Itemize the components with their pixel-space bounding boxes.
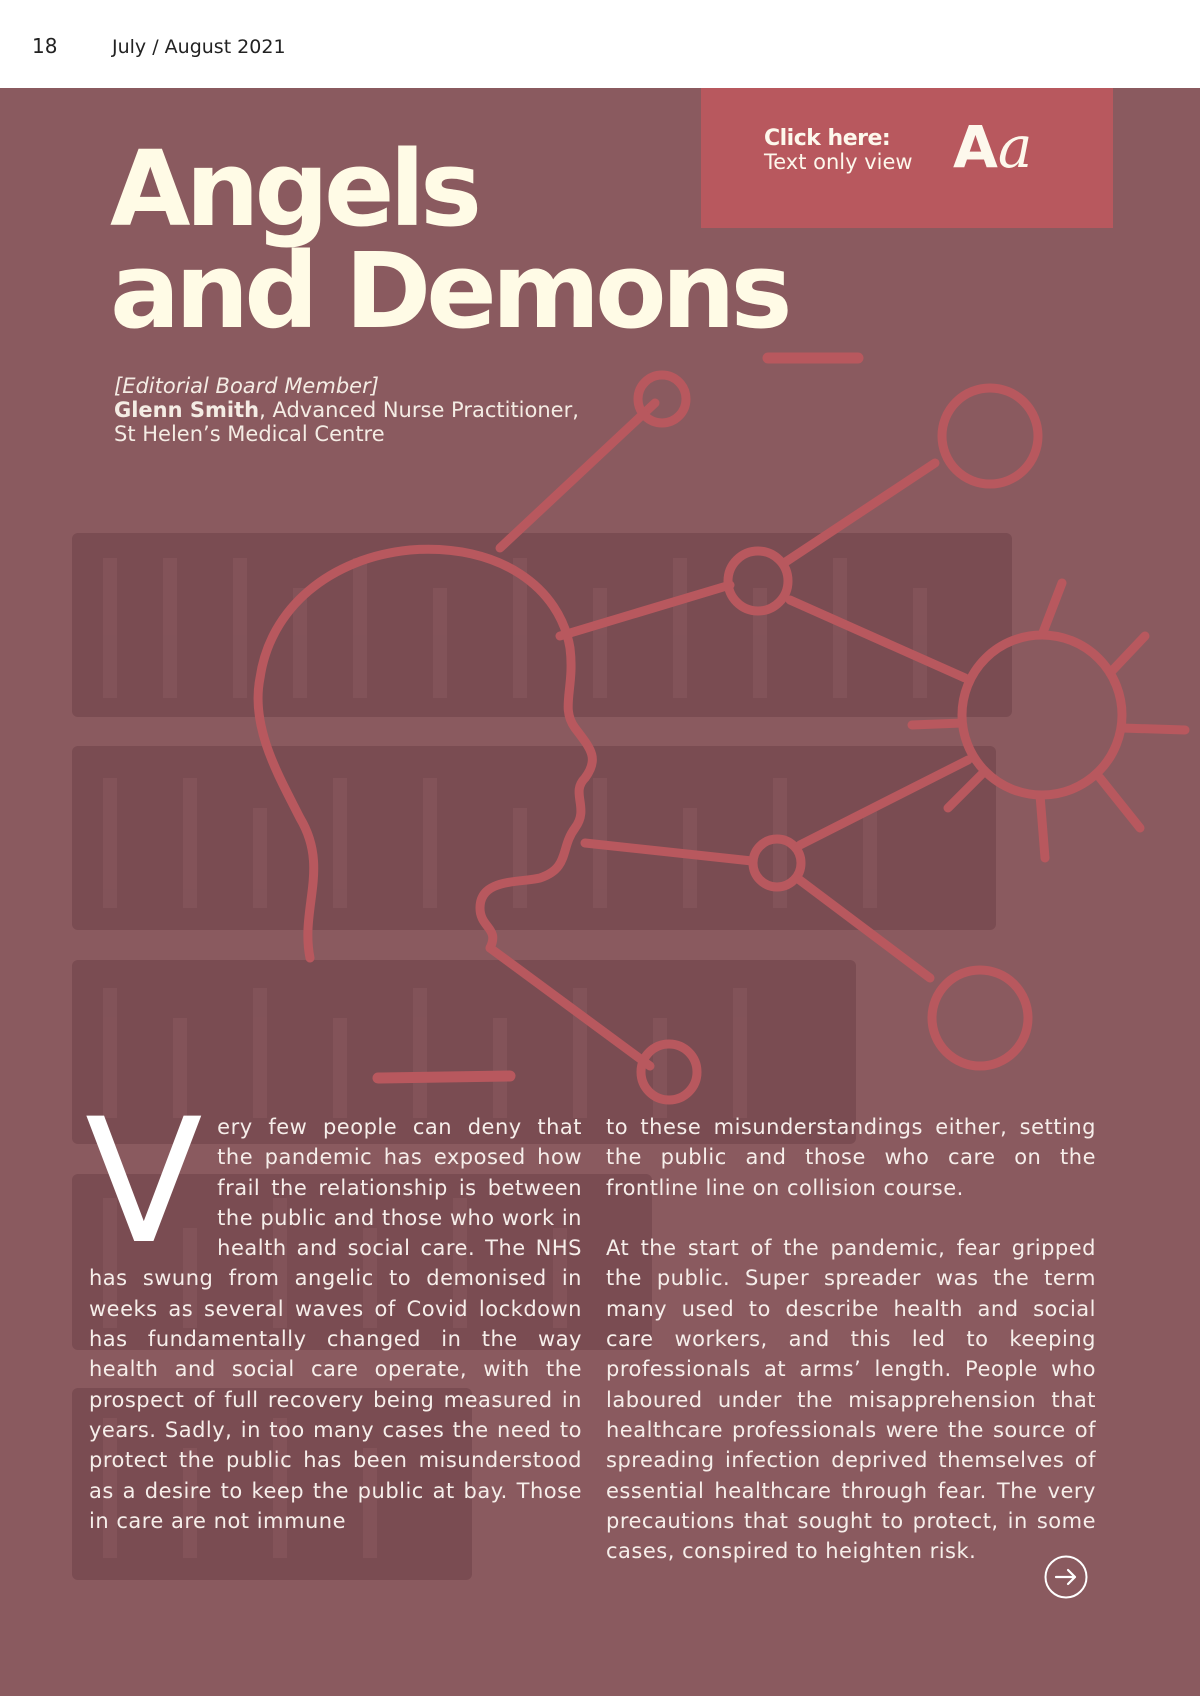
page-number: 18 xyxy=(32,34,58,58)
article-panel xyxy=(0,88,1200,1696)
paragraph-1 xyxy=(85,1081,582,1536)
text-only-view-label: Text only view xyxy=(764,150,913,174)
article-column-right xyxy=(606,1112,1096,1566)
page-header xyxy=(0,0,1200,88)
paragraph-1-text: ery few people can deny that the pandemic has exposed how frail the relationship is between the public and those who work in health and social care. The NHS has swung from angelic to demonised in weeks as several waves of Covid lockdown has fundamentally changed in the way health and social care operate, with the prospect of full recovery being measured in years. Sadly, in too many cases the need to protect the public has been misunderstood as a desire to keep the public at bay. Those in care are not immune xyxy=(89,1115,582,1533)
paragraph-1-continued: to these misunderstandings either, setting the public and those who care on the frontline line on collision course. xyxy=(606,1115,1096,1200)
author-affiliation: St Helen’s Medical Centre xyxy=(114,422,385,446)
font-aa-icon: Aa xyxy=(953,113,1033,181)
paragraph-2: At the start of the pandemic, fear gripped the public. Super spreader was the term many used to describe health and social care workers, and this led to keeping professionals at arms’ length. People who laboured under the misapprehension that healthcare professionals were the source of spreading infection deprived themselves of essential healthcare through fear. The very precautions that sought to protect, in some cases, conspired to heighten risk. xyxy=(606,1236,1096,1564)
author-name: Glenn Smith xyxy=(114,398,260,422)
article-column-left xyxy=(85,1081,582,1536)
arrow-right-circle-icon xyxy=(1046,1557,1087,1598)
title-line-1: Angels xyxy=(110,128,478,250)
click-here-label: Click here: xyxy=(764,126,891,151)
next-page-button[interactable] xyxy=(1044,1555,1088,1599)
title-line-2: and Demons xyxy=(110,230,788,352)
author-title: , Advanced Nurse Practitioner, xyxy=(259,398,579,422)
byline-role: [Editorial Board Member] xyxy=(114,374,379,398)
drop-cap: V xyxy=(85,1081,204,1282)
article-title xyxy=(110,128,788,352)
byline xyxy=(114,374,579,446)
issue-date: July / August 2021 xyxy=(112,36,286,58)
